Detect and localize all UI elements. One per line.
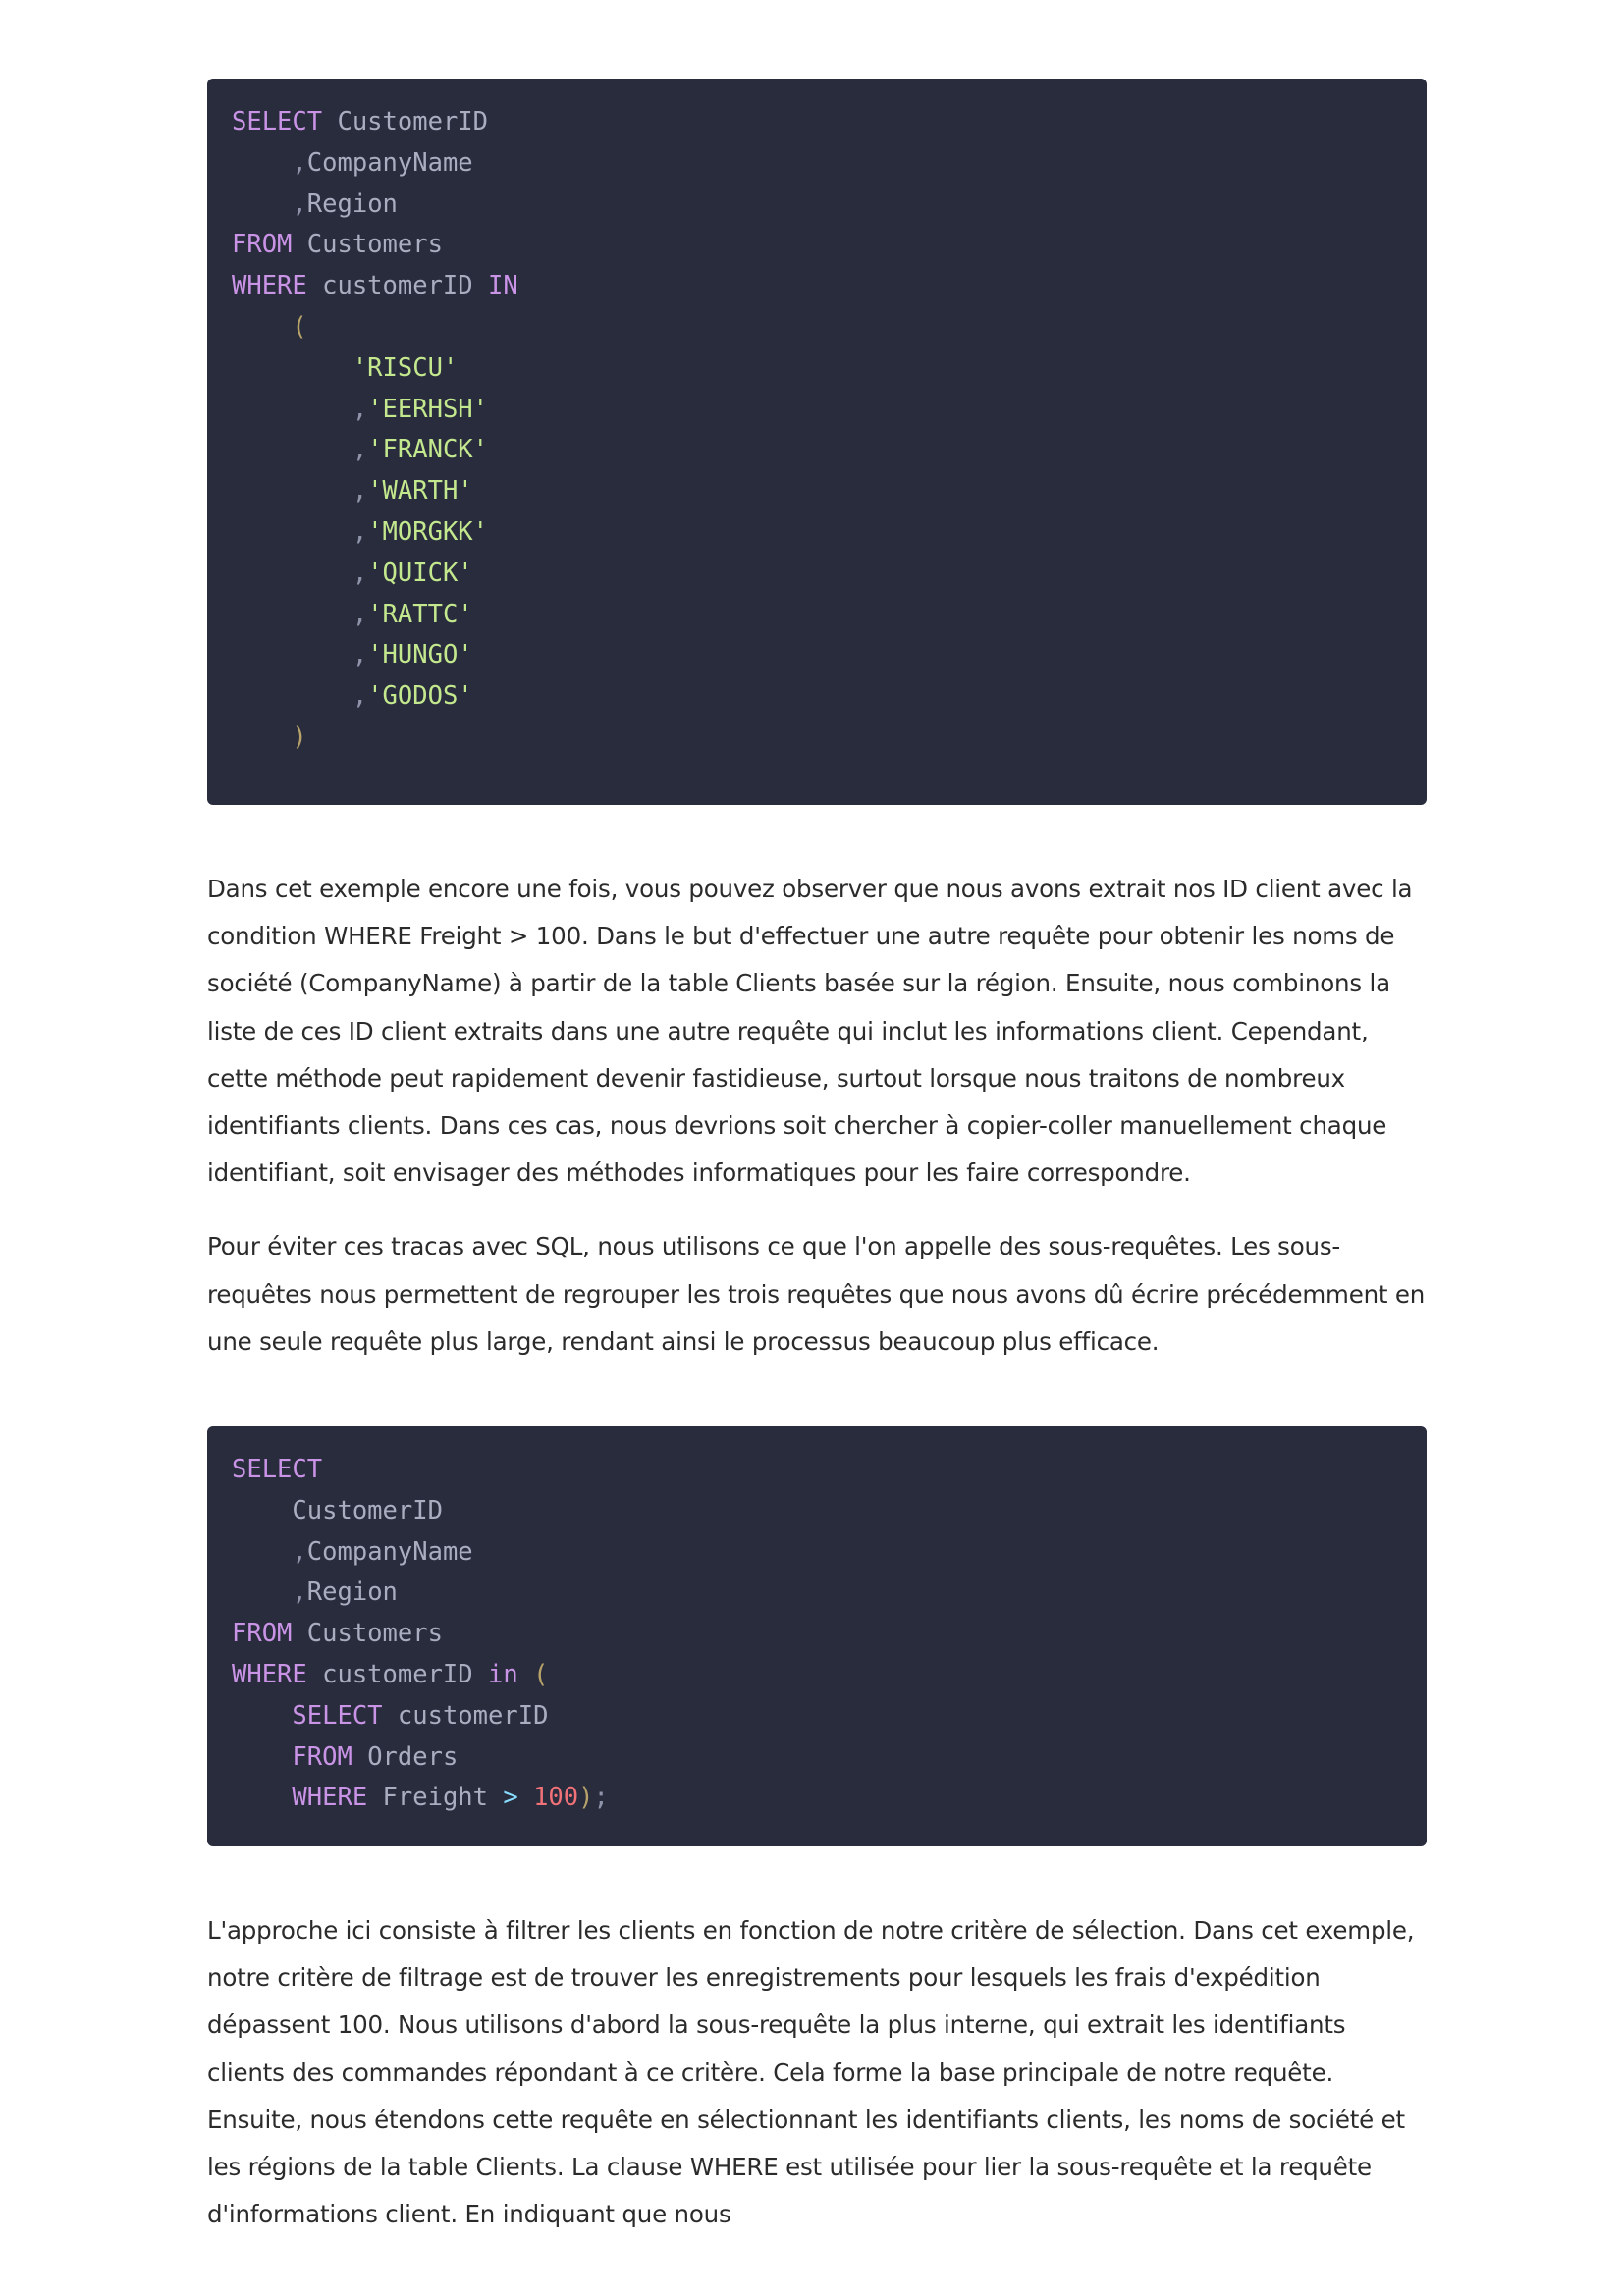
code-token-plain: Customers [292, 1619, 443, 1649]
code-token-punct: , [292, 1577, 307, 1608]
code-line [232, 718, 1402, 759]
code-token-str: 'FRANCK' [367, 435, 489, 465]
code-token-punct: , [292, 147, 307, 178]
code-token-kw: in [488, 1660, 518, 1690]
code-line [232, 1737, 1402, 1779]
code-token-str: 'WARTH' [367, 476, 473, 507]
code-line [232, 430, 1402, 471]
code-token-plain [232, 312, 292, 342]
code-token-punct: , [352, 394, 368, 424]
code-token-plain [232, 435, 352, 464]
code-line [232, 266, 1402, 307]
code-token-str: 'HUNGO' [367, 640, 473, 670]
code-block-subquery [207, 1426, 1427, 1846]
code-token-punct: , [352, 681, 368, 712]
code-token-punct: , [352, 476, 368, 507]
code-token-plain: CompanyName [306, 147, 473, 178]
code-token-plain: customerID [382, 1700, 549, 1731]
code-token-kw: SELECT [292, 1700, 383, 1731]
code-token-punct: , [352, 516, 368, 547]
code-line [232, 635, 1402, 676]
code-token-paren: ) [292, 721, 307, 752]
code-token-kw: WHERE [292, 1783, 368, 1813]
code-token-kw: SELECT [232, 107, 323, 136]
code-token-paren: ( [533, 1660, 549, 1690]
code-token-plain [232, 189, 292, 219]
code-token-op: > [503, 1783, 518, 1813]
code-token-punct: , [352, 640, 368, 670]
code-token-plain: Region [306, 188, 398, 219]
code-token-punct: , [352, 435, 368, 465]
code-line [232, 1614, 1402, 1655]
code-token-plain [232, 681, 352, 711]
code-block-customers-in-list [207, 79, 1427, 805]
code-token-plain [232, 640, 352, 669]
code-token-num: 100 [533, 1783, 579, 1813]
code-line [232, 348, 1402, 390]
code-token-plain [232, 1742, 292, 1772]
code-line [232, 1491, 1402, 1532]
code-token-plain: Orders [352, 1741, 459, 1772]
code-token-plain [232, 395, 352, 424]
code-line [232, 1532, 1402, 1574]
code-token-plain: customerID [306, 271, 488, 301]
code-token-plain: CustomerID [232, 1495, 443, 1525]
code-token-plain [232, 476, 352, 506]
code-line [232, 1778, 1402, 1819]
code-token-plain: customerID [306, 1660, 488, 1690]
code-token-plain [232, 148, 292, 178]
code-line [232, 390, 1402, 431]
code-token-str: 'MORGKK' [367, 516, 489, 547]
code-token-kw: FROM [232, 230, 293, 260]
code-line [232, 225, 1402, 266]
code-token-plain [232, 722, 292, 752]
code-token-plain [518, 1660, 533, 1689]
code-token-kw: SELECT [232, 1455, 323, 1485]
code-line [232, 471, 1402, 512]
code-token-str: 'QUICK' [367, 558, 473, 588]
code-token-punct: , [292, 188, 307, 219]
paragraph-intro: Dans cet exemple encore une fois, vous pouvez observer que nous avons extrait nos ID client avec la condition WHERE Freight > 100. Dans le but d'effectuer une autre requête pour obtenir les noms de société (CompanyName) à partir de la table Clients basée sur la région. Ensuite, nous combinons la liste de ces ID client extraits dans une autre requête qui inclut les informations client. Cependant, cette méthode peut rapidement devenir fastidieuse, surtout lorsque nous traitons de nombreux identifiants clients. Dans ces cas, nous devrions soit chercher à copier-coller manuellement chaque identifiant, soit envisager des méthodes informatiques pour les faire correspondre. [207, 875, 1413, 1188]
code-line [232, 307, 1402, 348]
code-token-punct: , [352, 558, 368, 588]
code-line [232, 143, 1402, 185]
paragraph-subqueries: Pour éviter ces tracas avec SQL, nous utilisons ce que l'on appelle des sous-requêtes. Les sous-requêtes nous permettent de regrouper les trois requêtes que nous avons dû écrire précédemment en une seule requête plus large, rendant ainsi le processus beaucoup plus efficace. [207, 1232, 1426, 1356]
code-line [232, 595, 1402, 636]
code-line [232, 676, 1402, 718]
code-line [232, 1450, 1402, 1491]
code-token-plain [232, 559, 352, 588]
document-page [207, 79, 1427, 2238]
code-token-plain [232, 1701, 292, 1731]
code-token-str: 'RATTC' [367, 599, 473, 629]
code-line [232, 1696, 1402, 1737]
code-token-plain: Customers [292, 230, 443, 260]
code-token-punct: , [292, 1536, 307, 1567]
code-token-punct: ; [593, 1783, 609, 1813]
code-line [232, 512, 1402, 554]
code-token-plain: CompanyName [306, 1536, 473, 1567]
code-token-plain [232, 353, 352, 383]
code-line [232, 1655, 1402, 1696]
paragraph-approach: L'approche ici consiste à filtrer les clients en fonction de notre critère de sélection. Dans cet exemple, notre critère de filtrage est de trouver les enregistrements pour lesquels les frais d'expédition dépassent 100. Nous utilisons d'abord la sous-requête la plus interne, qui extrait les identifiants clients des commandes répondant à ce critère. Cela forme la base principale de notre requête. Ensuite, nous étendons cette requête en sélectionnant les identifiants clients, les noms de société et les régions de la table Clients. La clause WHERE est utilisée pour lier la sous-requête et la requête d'informations client. En indiquant que nous [207, 1916, 1415, 2229]
code-token-plain [232, 600, 352, 629]
code-token-plain [232, 517, 352, 547]
code-token-kw: WHERE [232, 271, 307, 301]
code-token-plain [232, 1577, 292, 1607]
code-token-paren: ( [292, 311, 307, 342]
code-token-paren: ) [578, 1783, 594, 1813]
code-token-str: 'GODOS' [367, 681, 473, 712]
code-line [232, 554, 1402, 595]
code-token-kw: WHERE [232, 1660, 307, 1690]
code-token-kw: FROM [232, 1619, 293, 1649]
code-token-plain [518, 1783, 533, 1812]
code-token-kw: IN [488, 271, 518, 301]
code-token-punct: , [352, 599, 368, 629]
code-line [232, 1573, 1402, 1614]
code-token-str: 'EERHSH' [367, 394, 489, 424]
code-token-plain: CustomerID [322, 107, 489, 136]
code-token-str: 'RISCU' [352, 352, 459, 383]
code-line [232, 185, 1402, 226]
code-token-plain [232, 1537, 292, 1567]
code-token-kw: FROM [292, 1741, 352, 1772]
code-token-plain: Freight [367, 1783, 504, 1813]
code-token-plain [232, 1783, 292, 1812]
code-line [232, 102, 1402, 143]
code-token-plain: Region [306, 1577, 398, 1608]
